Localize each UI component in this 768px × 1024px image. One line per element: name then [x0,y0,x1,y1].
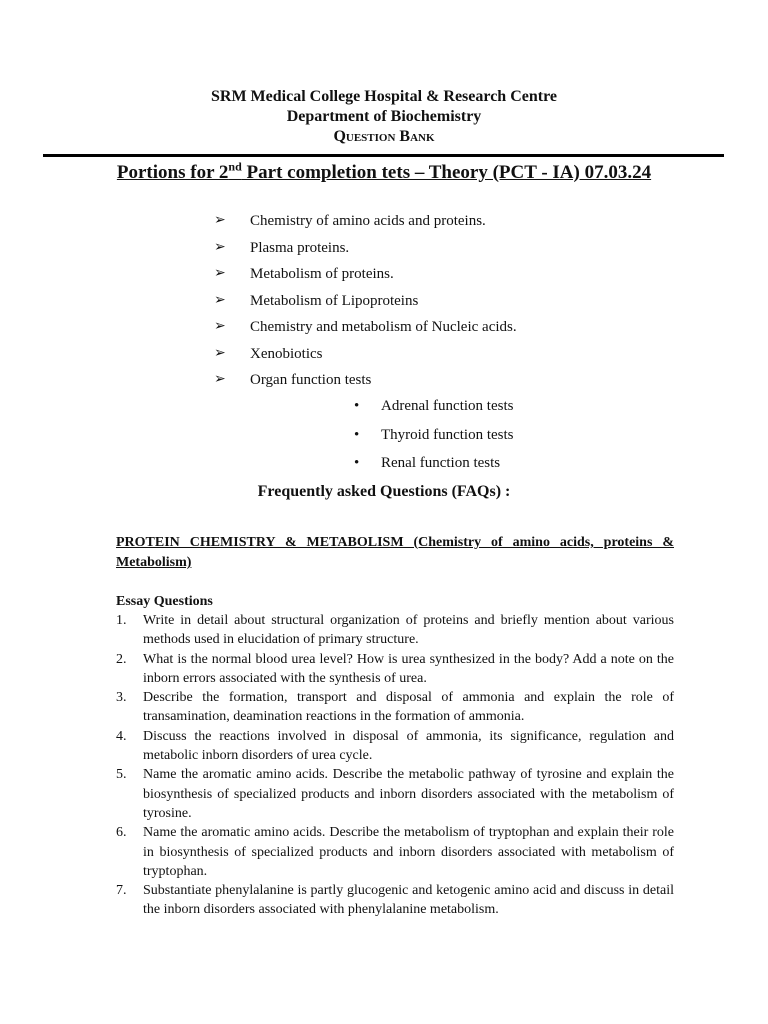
arrow-bullet-icon: ➢ [214,213,226,228]
page-title [0,161,768,185]
institution-name: SRM Medical College Hospital & Research Centre [210,88,557,105]
arrow-bullet-icon: ➢ [214,345,226,361]
essay-question [116,650,674,689]
portion-item [214,263,517,290]
arrow-bullet-icon: ➢ [214,292,226,308]
question-number: 1. [116,613,127,628]
question-number: 4. [116,728,127,744]
arrow-bullet-icon: ➢ [214,239,226,255]
essay-question [116,688,674,727]
portion-item [214,343,517,370]
question-text: Discuss the reactions involved in disposal of ammonia, its significance, regulation and metabolic inborn disorders of urea cycle. [143,728,674,764]
section-heading: PROTEIN CHEMISTRY & METABOLISM (Chemistry of amino acids, proteins & Metabolism) [116,535,674,570]
arrow-bullet-icon: ➢ [214,372,226,387]
organ-function-tests-list [354,395,513,481]
question-number: 7. [116,883,127,899]
department-name: Department of Biochemistry [286,108,482,125]
portion-text: Plasma proteins. [250,239,350,256]
organ-test-text: Adrenal function tests [381,398,514,414]
essay-questions-list [116,611,674,920]
dot-bullet-icon: • [354,455,360,471]
portion-text: Metabolism of Lipoproteins [250,292,419,309]
question-text: Write in detail about structural organization of proteins and briefly mention about various methods used in elucidation of primary structure. [143,613,674,648]
portion-text: Organ function tests [250,372,372,388]
arrow-bullet-icon: ➢ [214,266,226,281]
question-text: Substantiate phenylalanine is partly glucogenic and ketogenic amino acid and discuss in detail the inborn disorders associated with phenylalanine metabolism. [143,883,674,918]
essay-question [116,765,674,823]
portion-item [214,290,517,317]
title-prefix: Portions for 2 [116,162,229,183]
essay-question [116,881,674,920]
question-text: What is the normal blood urea level? How is urea synthesized in the body? Add a note on the inborn errors associated with the synthesis of urea. [143,651,674,686]
portion-text: Xenobiotics [250,345,323,362]
portion-item [214,210,517,237]
title-superscript: nd [228,159,242,174]
arrow-bullet-icon: ➢ [214,319,226,334]
question-number: 3. [116,690,127,706]
essay-question [116,823,674,881]
faq-heading: Frequently asked Questions (FAQs) : [257,483,511,500]
essay-question [116,727,674,766]
question-text: Name the aromatic amino acids. Describe the metabolic pathway of tyrosine and explain the biosynthesis of specialized products and inborn disorders associated with the metabolism of tyrosine. [143,767,674,821]
dot-bullet-icon: • [354,426,360,443]
question-number: 5. [116,767,127,783]
organ-test-item [354,452,513,481]
question-text: Name the aromatic amino acids. Describe the metabolism of tryptophan and explain their role in biosynthesis of specialized products and inborn disorders associated with metabolism of tryptophan. [143,825,674,879]
portion-item [214,316,517,343]
portion-text: Chemistry and metabolism of Nucleic acids. [250,319,517,335]
organ-test-item [354,395,513,424]
question-text: Describe the formation, transport and disposal of ammonia and explain the role of transamination, deamination reactions in the formation of ammonia. [143,690,674,725]
portions-list [214,210,517,396]
portion-text: Chemistry of amino acids and proteins. [250,213,486,229]
dot-bullet-icon: • [354,398,360,414]
essay-question [116,611,674,650]
title-suffix: Part completion tets – Theory (PCT - IA) 07.03.24 [241,162,652,183]
portion-item [214,369,517,396]
question-number: 2. [116,651,127,667]
portion-text: Metabolism of proteins. [250,266,394,282]
organ-test-item [354,424,513,453]
question-number: 6. [116,825,127,841]
essay-questions-heading: Essay Questions [116,594,213,609]
header-divider [43,154,724,157]
organ-test-text: Renal function tests [381,455,501,471]
organ-test-text: Thyroid function tests [381,426,514,443]
document-type: Question Bank [333,128,435,145]
portion-item [214,237,517,264]
